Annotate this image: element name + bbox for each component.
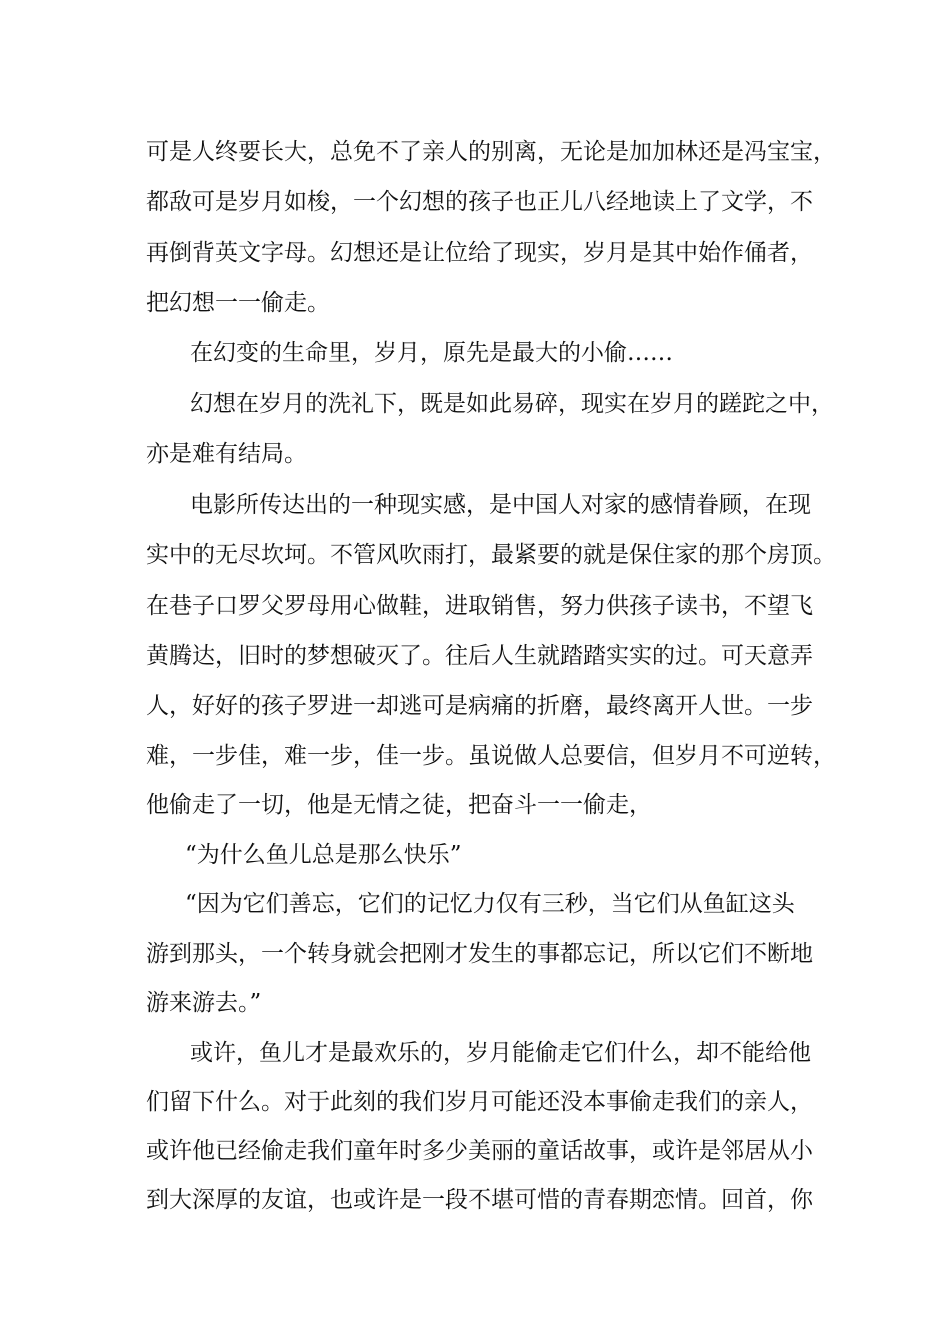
paragraph-line: 到大深厚的友谊，也或许是一段不堪可惜的青春期恋情。回首，你 bbox=[146, 1187, 813, 1213]
paragraph-line: 幻想在岁月的洗礼下，既是如此易碎，现实在岁月的蹉跎之中， bbox=[190, 391, 834, 417]
paragraph-line: 们留下什么。对于此刻的我们岁月可能还没本事偷走我们的亲人， bbox=[146, 1089, 813, 1115]
paragraph-line: 或许他已经偷走我们童年时多少美丽的童话故事，或许是邻居从小 bbox=[146, 1138, 813, 1164]
paragraph-line: 可是人终要长大，总免不了亲人的别离，无论是加加林还是冯宝宝， bbox=[146, 139, 836, 165]
paragraph-line: 在幻变的生命里，岁月，原先是最大的小偷…… bbox=[190, 340, 673, 366]
paragraph-line: 游到那头，一个转身就会把刚才发生的事都忘记，所以它们不断地 bbox=[146, 941, 813, 967]
paragraph-line: 都敌可是岁月如梭，一个幻想的孩子也正儿八经地读上了文学，不 bbox=[146, 189, 813, 215]
paragraph-line: 或许，鱼儿才是最欢乐的，岁月能偷走它们什么，却不能给他 bbox=[190, 1040, 811, 1066]
paragraph-line: 再倒背英文字母。幻想还是让位给了现实，岁月是其中始作俑者， bbox=[146, 240, 813, 266]
paragraph-line: “为什么鱼儿总是那么快乐” bbox=[185, 842, 462, 868]
paragraph-line: 游来游去。” bbox=[146, 990, 262, 1016]
paragraph-line: 在巷子口罗父罗母用心做鞋，进取销售，努力供孩子读书，不望飞 bbox=[146, 593, 813, 619]
paragraph-line: 难，一步佳，难一步，佳一步。虽说做人总要信，但岁月不可逆转， bbox=[146, 743, 836, 769]
paragraph-line: 人，好好的孩子罗进一却逃可是病痛的折磨，最终离开人世。一步 bbox=[146, 693, 813, 719]
paragraph-line: “因为它们善忘，它们的记忆力仅有三秒，当它们从鱼缸这头 bbox=[185, 891, 795, 917]
paragraph-line: 亦是难有结局。 bbox=[146, 441, 307, 467]
paragraph-line: 把幻想一一偷走。 bbox=[146, 290, 330, 316]
paragraph-line: 电影所传达出的一种现实感，是中国人对家的感情眷顾，在现 bbox=[190, 492, 811, 518]
paragraph-line: 他偷走了一切，他是无情之徒，把奋斗一一偷走， bbox=[146, 792, 652, 818]
paragraph-line: 实中的无尽坎坷。不管风吹雨打，最紧要的就是保住家的那个房顶。 bbox=[146, 542, 836, 568]
paragraph-line: 黄腾达，旧时的梦想破灭了。往后人生就踏踏实实的过。可天意弄 bbox=[146, 643, 813, 669]
